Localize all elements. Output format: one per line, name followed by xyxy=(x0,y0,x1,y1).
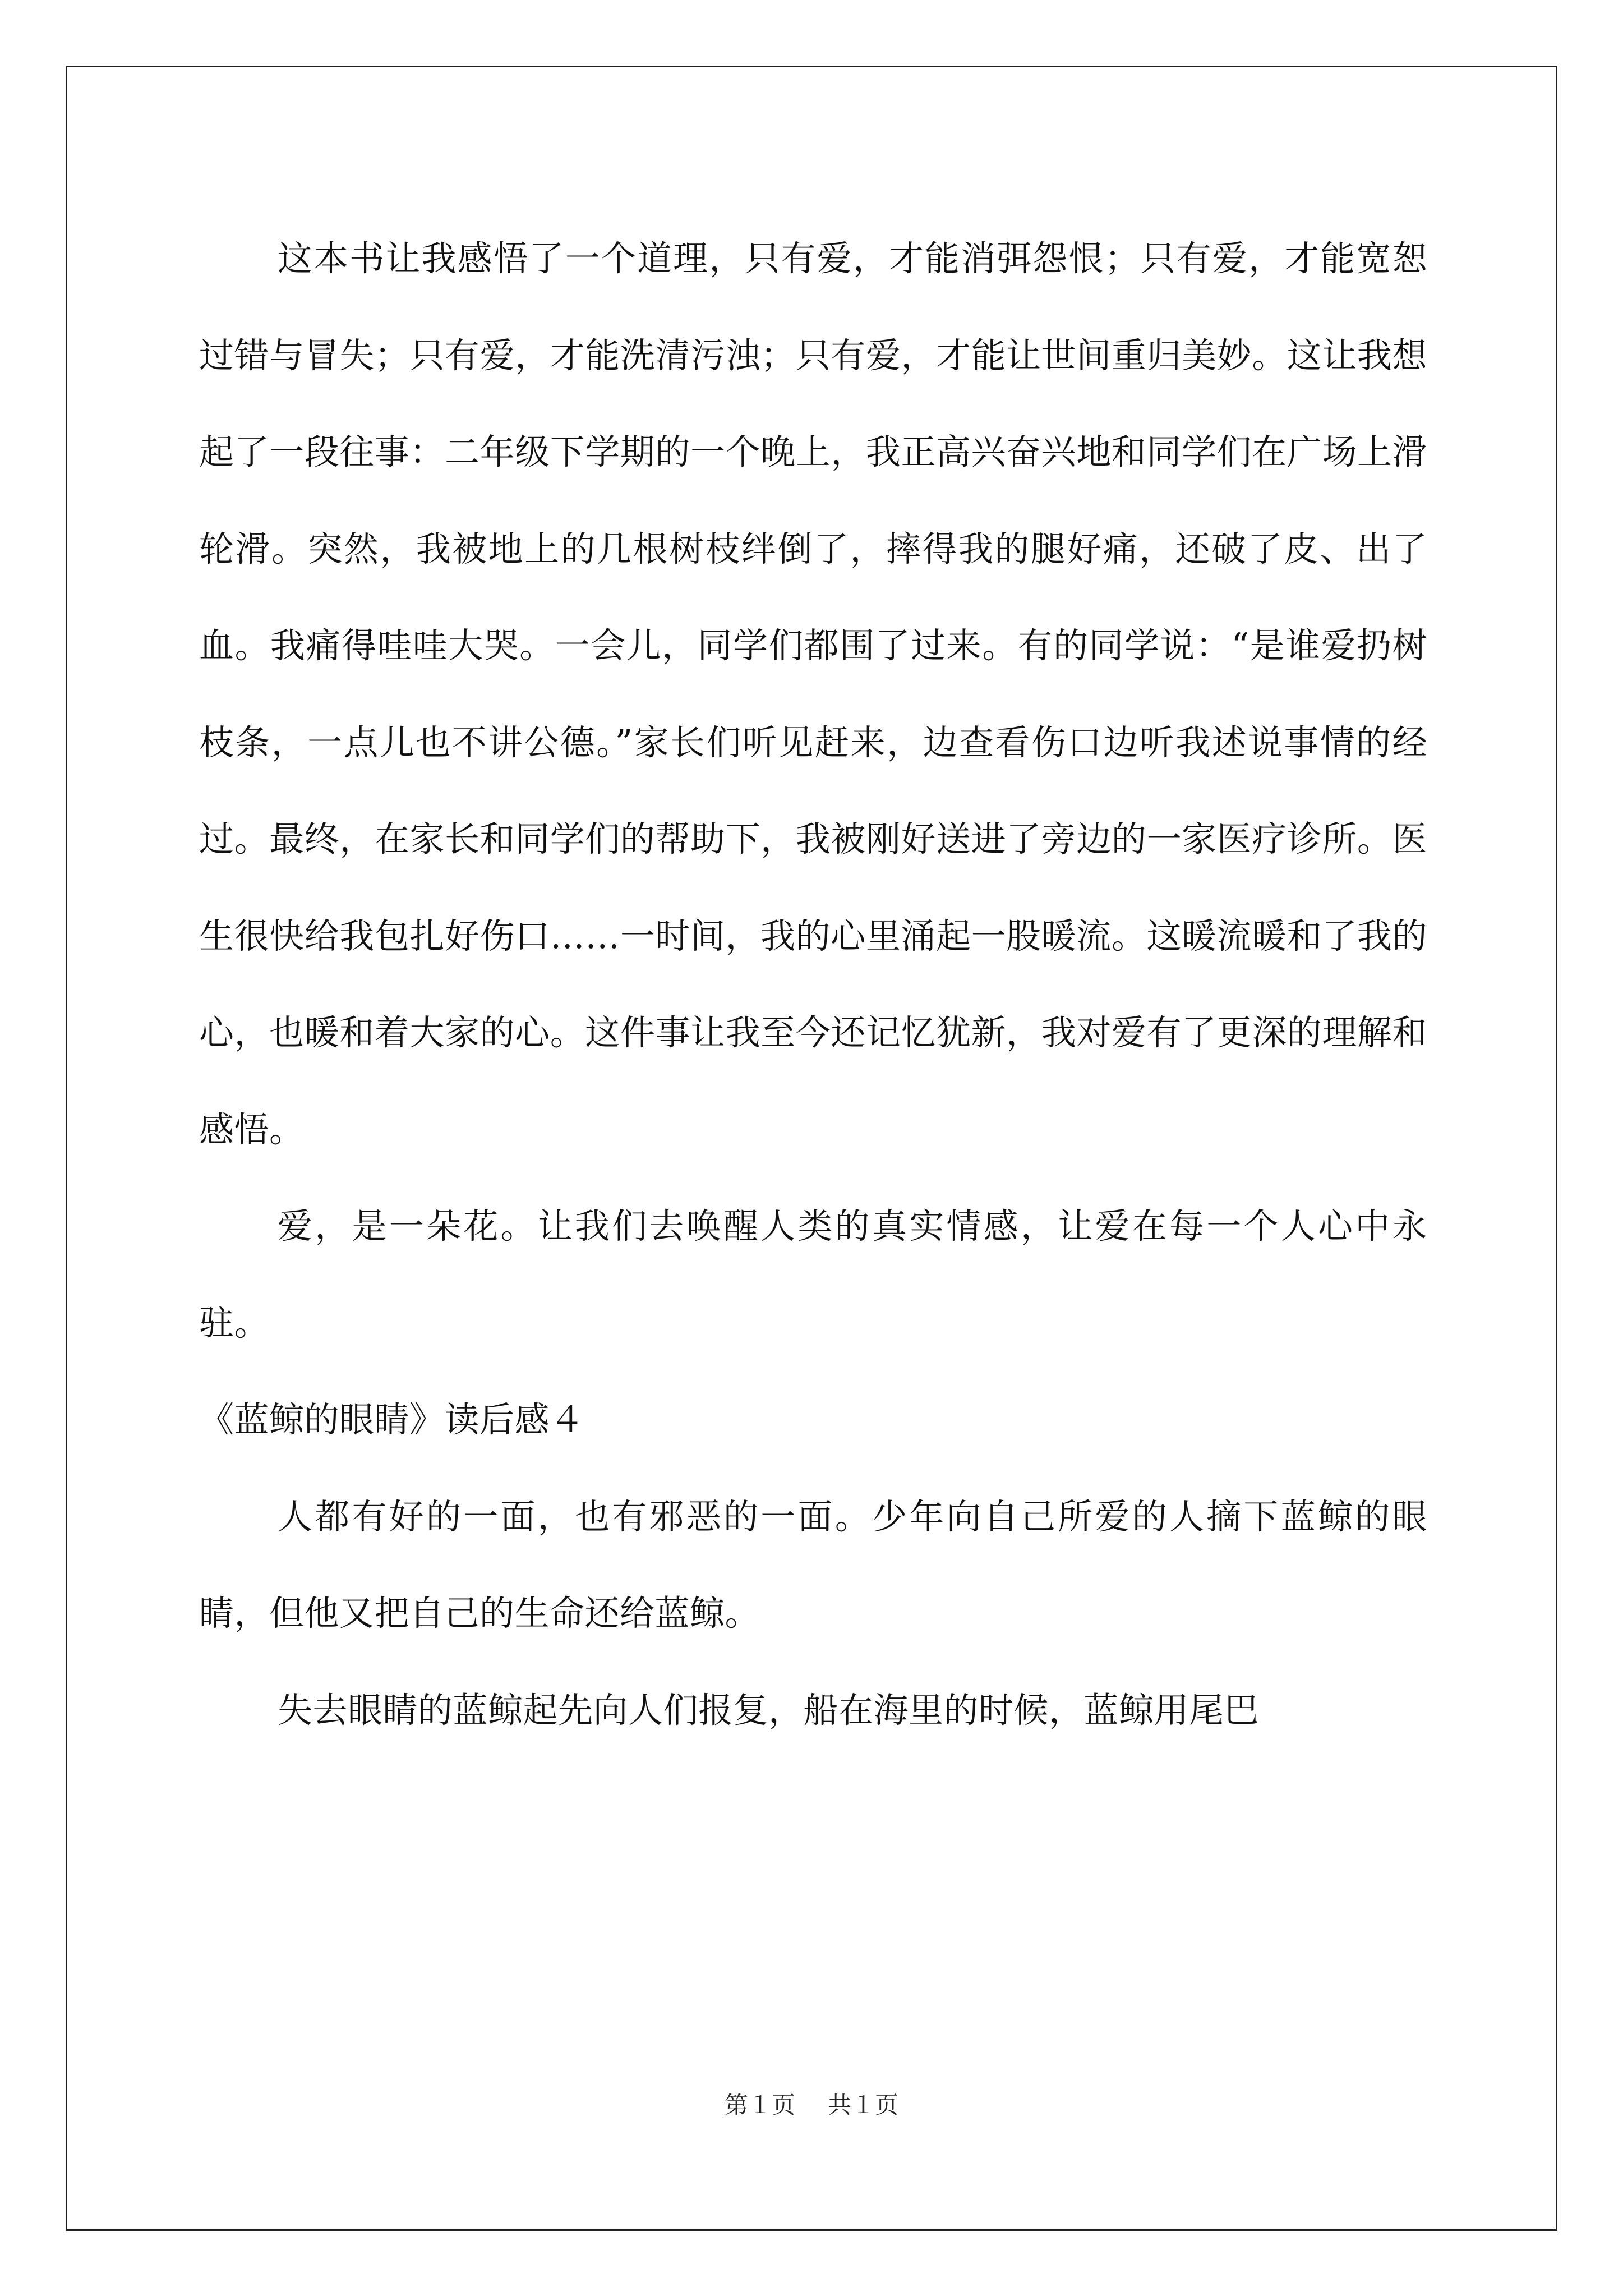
paragraph-love-reflection: 这本书让我感悟了一个道理，只有爱，才能消弭怨恨；只有爱，才能宽恕过错与冒失；只有爱，才能洗清污浊；只有爱，才能让世间重归美妙。这让我想起了一段往事：二年级下学期的一个晚上，我正高兴奋兴地和同学们在广场上滑轮滑。突然，我被地上的几根树枝绊倒了，摔得我的腿好痛，还破了皮、出了血。我痛得哇哇大哭。一会儿，同学们都围了过来。有的同学说：“是谁爱扔树枝条，一点儿也不讲公德。”家长们听见赶来，边查看伤口边听我述说事情的经过。最终，在家长和同学们的帮助下，我被刚好送进了旁边的一家医疗诊所。医生很快给我包扎好伤口……一时间，我的心里涌起一股暖流。这暖流暖和了我的心，也暖和着大家的心。这件事让我至今还记忆犹新，我对爱有了更深的理解和感悟。 xyxy=(199,238,1427,1150)
page-footer xyxy=(0,2087,1623,2120)
section-heading: 《蓝鲸的眼睛》读后感４ xyxy=(199,1399,585,1440)
document-body xyxy=(199,210,1427,1759)
paragraph-love-flower: 爱，是一朵花。让我们去唤醒人类的真实情感，让爱在每一个人心中永驻。 xyxy=(199,1205,1427,1343)
paragraph-whale-revenge: 失去眼睛的蓝鲸起先向人们报复，船在海里的时候，蓝鲸用尾巴 xyxy=(278,1689,1260,1731)
paragraph-boy-blue-whale: 人都有好的一面，也有邪恶的一面。少年向自己所爱的人摘下蓝鲸的眼睛，但他又把自己的生命还给蓝鲸。 xyxy=(199,1496,1427,1634)
page-number-current: 第１页 xyxy=(724,2091,795,2119)
page-number-total: 共１页 xyxy=(828,2091,899,2119)
